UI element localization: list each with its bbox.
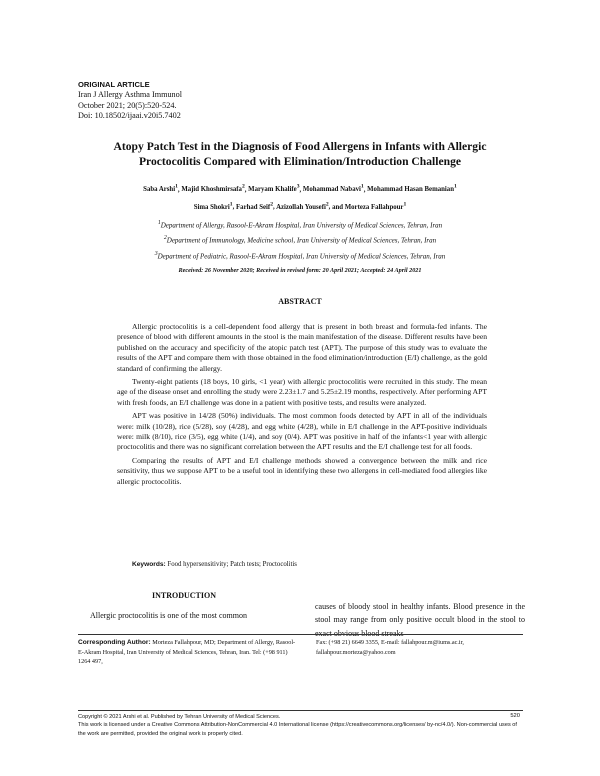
affiliation-number: 3 [154,250,158,257]
author-name: Farhad Seif [236,203,271,211]
author-name: and Morteza Fallahpour [332,203,404,211]
affiliation-text: Department of Allergy, Rasool-E-Akram Hospital, Iran University of Medical Sciences, Tehran, Iran [160,221,443,230]
received-dates: Received: 26 November 2020; Received in revised form: 20 April 2021; Accepted: 24 April 2021 [178,267,422,274]
corresponding-label: Corresponding Author: [78,639,151,646]
author-affiliation-number: 2 [325,201,329,208]
author-affiliation-number: 1 [403,201,407,208]
author [367,186,457,193]
keywords-text: Food hypersensitivity; Patch tests; Proctocolitis [167,561,297,568]
journal-name: Iran J Allergy Asthma Immunol [78,90,183,100]
author [276,201,329,211]
page-number: 520 [510,713,520,719]
column-left [78,589,290,623]
copyright: Copyright © 2021 Arshi et al. Published by Tehran University of Medical Sciences. [78,714,281,720]
author [303,186,364,193]
author [193,201,233,211]
author-name: Maryam Khalife [248,186,297,194]
author-affiliation-number: 1 [453,184,457,190]
abstract-paragraph: Allergic proctocolitis is a cell-dependent food allergy that is present in both breast and formula-fed infants. The presence of blood with different amounts in the stool is the main manifestation of the disease. Different results have been published on the accuracy and specificity of the atopic patch test (APT). The purpose of this study was to evaluate the results of the APT and compare them with those obtained in the food elimination/introduction (E/I) challenge, as the gold standard of confirming the allergy. [117,322,487,373]
corresponding-author [78,638,298,667]
introduction-text: Allergic proctocolitis is one of the most common [90,611,247,621]
journal-header [78,80,182,122]
affiliation-number: 1 [157,220,161,226]
affiliation [80,248,520,263]
author-affiliation-number: 3 [296,184,300,190]
keywords [132,561,512,568]
affiliation-text: Department of Immunology, Medicine school, Iran University of Medical Sciences, Tehran, Iran [166,236,437,245]
affiliation [80,217,520,232]
corresponding-contact: Fax: (+98 21) 6649 3355, E-mail: fallahpour.m@iums.ac.ir, fallahpour.morteza@yahoo.com [316,639,464,656]
column-right-text: causes of bloody stool in healthy infants. Blood presence in the stool may range from only positive occult blood in the stool to exact obvious blood streaks [315,602,525,638]
author-name: Saba Arshi [143,186,176,194]
corresponding-text: Morteza Fallahpour, MD; Department of Allergy, Rasool-E-Akram Hospital, Iran University of Medical Sciences, Tehran, Iran. Tel: (+98 911) 1264 497, [78,639,296,666]
divider [78,634,523,635]
author-affiliation-number: 2 [270,201,274,208]
author-name: Sima Shokri [193,203,230,211]
author-name: Azizollah Yousefi [276,203,326,211]
affiliation [80,232,520,247]
author-affiliation-number: 1 [229,201,233,208]
license: This work is licensed under a Creative Commons Attribution-NonCommercial 4.0 International license (https://creativecommons.org/licenses/ by-nc/4.0/). Non-commercial uses of the work are permitted, provided the original work is properly cited. [78,722,517,737]
author [181,186,244,193]
footer [78,713,523,738]
author-name: Majid Khoshmirsafa [181,186,242,194]
abstract-body [117,322,487,490]
author-affiliation-number: 1 [175,184,178,190]
affiliations [80,217,520,263]
author-name: Mohammad Nabavi [302,186,361,194]
author-list: Saba Arshi$^1$, Majid Khoshmirsafa$^2$, Maryam Khalife$^3$, Mohammad Nabavi$^1$, Mohammad Hasan Bemanian$^1$ Sima Shokri$^1$, Farhad Seif$^2$, Azizollah Yousefi$^2$, and Morteza Fallahpour$^1$ [143,184,457,211]
title-line-2: Proctocolitis Compared with Elimination/Introduction Challenge [138,155,462,168]
affiliation-text: Department of Pediatric, Rasool-E-Akram Hospital, Iran University of Medical Sciences, Tehran, Iran [157,251,446,260]
title-line-1: Atopy Patch Test in the Diagnosis of Food Allergens in Infants with Allergic [113,140,487,153]
journal-issue: October 2021; 20(5):520-524. [78,100,177,110]
abstract-paragraph: Twenty-eight patients (18 boys, 10 girls, <1 year) with allergic proctocolitis were recruited in this study. The mean age of the disease onset and enrolling the study were 2.23±1.7 and 5.25±2.19 months, respectively. After performing APT with fresh foods, an E/I challenge was done in a patient with positive tests, and results were analyzed. [117,377,487,407]
abstract-heading: ABSTRACT [278,297,322,306]
article-type: ORIGINAL ARTICLE [78,80,150,89]
author [143,186,178,193]
author-affiliation-number: 2 [241,184,245,190]
keywords-label: Keywords: [132,561,166,568]
affiliation-number: 2 [163,235,167,242]
author [248,186,299,193]
author-name: Mohammad Hasan Bemanian [367,186,454,194]
doi: Doi: 10.18502/ijaai.v20i5.7402 [78,111,181,121]
author [236,201,274,211]
author-affiliation-number: 1 [360,184,364,190]
introduction-heading: INTRODUCTION [151,591,216,600]
abstract-paragraph: APT was positive in 14/28 (50%) individuals. The most common foods detected by APT in all of the individuals were: milk (10/28), rice (5/28), soy (4/28), and egg white (4/28), while in E/I challenge in the APT-positive individuals were: milk (8/10), rice (3/5), egg white (1/4), and soy (0/4). APT was positive in half of the infants<1 year with allergic proctocolitis and there was no significant correlation between the APT results and the E/I challenge test for all foods. [117,411,487,452]
abstract-paragraph: Comparing the results of APT and E/I challenge methods showed a convergence between the milk and rice sensitivity, thus we suppose APT to be a useful tool in identifying these two allergens in cell-mediated food allergies like allergic proctocolitis. [117,455,487,486]
author [332,201,407,211]
footer-divider [78,710,523,711]
paper-title [60,139,540,169]
